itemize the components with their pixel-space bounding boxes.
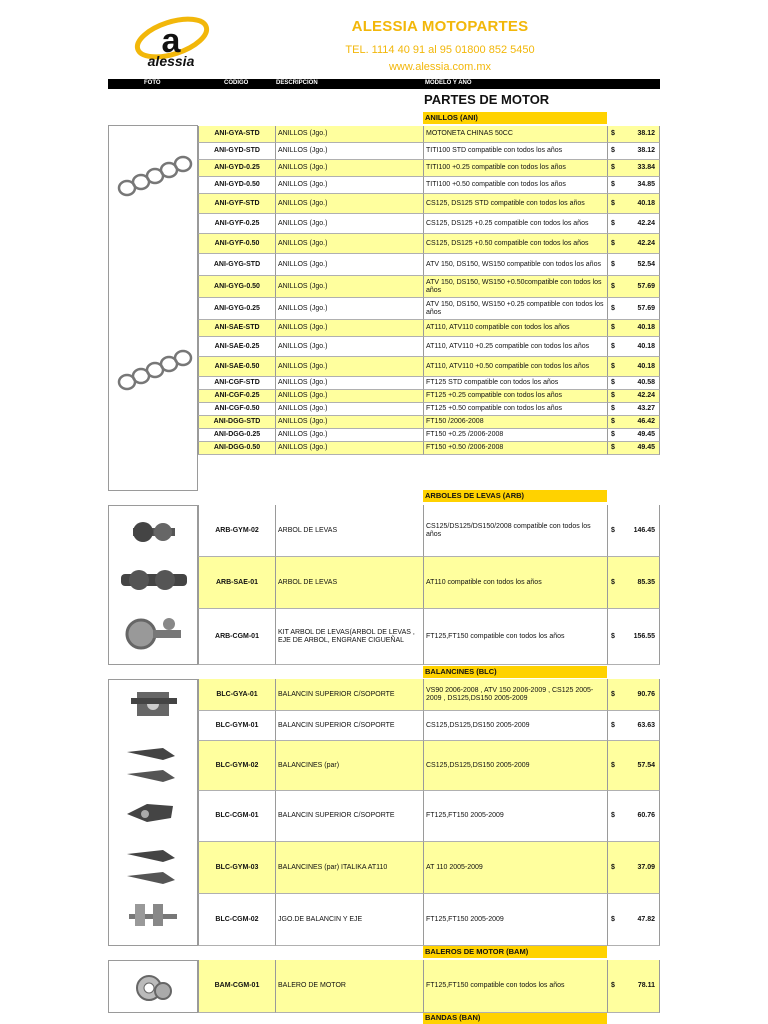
part-model: AT110 compatible con todos los años (423, 557, 607, 609)
part-model: FT125 STD compatible con todos los años (423, 377, 607, 390)
part-model: ATV 150, DS150, WS150 compatible con todos los años (423, 254, 607, 276)
table-row (198, 337, 660, 357)
table-row (198, 960, 660, 1013)
part-code: BLC-GYM-01 (198, 711, 275, 741)
table-row (198, 126, 660, 143)
part-price: 40.18 (615, 357, 660, 377)
section-arboles: ARBOLES DE LEVAS (ARB) (423, 490, 607, 502)
part-description: KIT ARBOL DE LEVAS(ARBOL DE LEVAS , EJE DE ARBOL, ENGRANE CIGUEÑAL (275, 609, 423, 665)
part-description: BALANCINES (par) (275, 741, 423, 791)
part-price: 57.54 (615, 741, 660, 791)
part-code: ANI-CGF-STD (198, 377, 275, 390)
part-price: 38.12 (615, 126, 660, 143)
part-model: CS125/DS125/DS150/2008 compatible con todos los años (423, 505, 607, 557)
part-price: 42.24 (615, 234, 660, 254)
part-price: 49.45 (615, 442, 660, 455)
logo-wordmark: alessia (147, 53, 195, 69)
part-description: ANILLOS (Jgo.) (275, 298, 423, 320)
part-description: ANILLOS (Jgo.) (275, 320, 423, 337)
col-descripcion: DESCRIPCION (276, 80, 318, 86)
part-price: 43.27 (615, 403, 660, 416)
part-model: TITI100 +0.50 compatible con todos los años (423, 177, 607, 194)
part-price: 40.58 (615, 377, 660, 390)
col-modelo: MODELO Y AÑO (425, 80, 472, 86)
currency-sign: $ (607, 791, 615, 842)
currency-sign: $ (607, 254, 615, 276)
part-description: ANILLOS (Jgo.) (275, 214, 423, 234)
currency-sign: $ (607, 711, 615, 741)
part-model: AT110, ATV110 compatible con todos los años (423, 320, 607, 337)
table-row (198, 390, 660, 403)
currency-sign: $ (607, 557, 615, 609)
part-model: FT150 +0.25 /2006-2008 (423, 429, 607, 442)
part-code: ARB-CGM-01 (198, 609, 275, 665)
part-model: CS125, DS125 +0.25 compatible con todos los años (423, 214, 607, 234)
table-row (198, 894, 660, 946)
table-row (198, 377, 660, 390)
part-description: ANILLOS (Jgo.) (275, 337, 423, 357)
table-row (198, 214, 660, 234)
part-price: 40.18 (615, 194, 660, 214)
part-description: ANILLOS (Jgo.) (275, 442, 423, 455)
part-description: ANILLOS (Jgo.) (275, 429, 423, 442)
currency-sign: $ (607, 741, 615, 791)
part-model: FT125,FT150 2005-2009 (423, 894, 607, 946)
currency-sign: $ (607, 234, 615, 254)
part-description: ANILLOS (Jgo.) (275, 234, 423, 254)
col-foto: FOTO (144, 80, 161, 86)
camshaft-kit-icon (121, 612, 185, 652)
part-model: CS125, DS125 +0.50 compatible con todos los años (423, 234, 607, 254)
part-model: TITI100 +0.25 compatible con todos los años (423, 160, 607, 177)
bearing-icon (135, 971, 173, 1005)
camshaft-icon (127, 512, 181, 552)
part-code: BLC-GYA-01 (198, 679, 275, 711)
part-code: BAM-CGM-01 (198, 960, 275, 1013)
part-price: 34.85 (615, 177, 660, 194)
part-description: BALANCIN SUPERIOR C/SOPORTE (275, 791, 423, 842)
part-model: FT125,FT150 compatible con todos los años (423, 609, 607, 665)
part-price: 33.84 (615, 160, 660, 177)
currency-sign: $ (607, 894, 615, 946)
currency-sign: $ (607, 177, 615, 194)
part-model: CS125, DS125 STD compatible con todos los años (423, 194, 607, 214)
part-code: ANI-DGG-0.50 (198, 442, 275, 455)
section-baleros: BALEROS DE MOTOR (BAM) (423, 946, 607, 958)
table-row (198, 741, 660, 791)
part-price: 40.18 (615, 337, 660, 357)
currency-sign: $ (607, 320, 615, 337)
part-code: ANI-GYF-STD (198, 194, 275, 214)
photo-baleros (108, 960, 198, 1013)
part-code: ARB-SAE-01 (198, 557, 275, 609)
part-price: 49.45 (615, 429, 660, 442)
part-description: BALANCINES (par) ITALIKA AT110 (275, 842, 423, 894)
section-bandas: BANDAS (BAN) (423, 1012, 607, 1024)
part-description: ARBOL DE LEVAS (275, 505, 423, 557)
company-website[interactable]: www.alessia.com.mx (388, 61, 492, 73)
part-model: FT150 +0.50 /2006-2008 (423, 442, 607, 455)
svg-text:a: a (161, 22, 181, 60)
currency-sign: $ (607, 416, 615, 429)
part-price: 57.69 (615, 276, 660, 298)
photo-arboles (108, 505, 198, 665)
piston-rings-icon (113, 348, 193, 394)
alessia-logo (130, 14, 212, 72)
currency-sign: $ (607, 298, 615, 320)
part-model: CS125,DS125,DS150 2005-2009 (423, 741, 607, 791)
table-row (198, 234, 660, 254)
currency-sign: $ (607, 126, 615, 143)
currency-sign: $ (607, 403, 615, 416)
piston-rings-icon (113, 154, 193, 200)
part-code: ANI-GYF-0.50 (198, 234, 275, 254)
currency-sign: $ (607, 194, 615, 214)
part-price: 42.24 (615, 390, 660, 403)
company-phone: TEL. 1114 40 91 al 95 01800 852 5450 (345, 44, 535, 56)
rocker-arm-pair-icon (123, 742, 179, 786)
part-code: ANI-GYG-0.50 (198, 276, 275, 298)
currency-sign: $ (607, 160, 615, 177)
part-description: ANILLOS (Jgo.) (275, 276, 423, 298)
part-model: FT125,FT150 compatible con todos los años (423, 960, 607, 1013)
part-code: BLC-GYM-02 (198, 741, 275, 791)
part-description: ANILLOS (Jgo.) (275, 416, 423, 429)
part-description: ANILLOS (Jgo.) (275, 143, 423, 160)
section-balancines: BALANCINES (BLC) (423, 666, 607, 678)
part-model: AT110, ATV110 +0.25 compatible con todos los años (423, 337, 607, 357)
table-row (198, 194, 660, 214)
camshaft-icon (119, 562, 189, 598)
table-row (198, 557, 660, 609)
table-row (198, 276, 660, 298)
part-price: 38.12 (615, 143, 660, 160)
part-description: ANILLOS (Jgo.) (275, 390, 423, 403)
part-code: ANI-SAE-STD (198, 320, 275, 337)
photo-anillos (108, 125, 198, 491)
table-row (198, 679, 660, 711)
table-row (198, 143, 660, 160)
part-model: FT125 +0.50 compatible con todos los años (423, 403, 607, 416)
part-code: ANI-GYG-0.25 (198, 298, 275, 320)
table-row (198, 791, 660, 842)
rocker-shaft-icon (125, 898, 181, 934)
part-description: ANILLOS (Jgo.) (275, 160, 423, 177)
table-row (198, 505, 660, 557)
table-row (198, 711, 660, 741)
table-row (198, 160, 660, 177)
part-code: ANI-GYG-STD (198, 254, 275, 276)
part-description: ANILLOS (Jgo.) (275, 177, 423, 194)
part-code: ANI-SAE-0.25 (198, 337, 275, 357)
part-price: 85.35 (615, 557, 660, 609)
part-code: ANI-GYD-0.25 (198, 160, 275, 177)
part-price: 47.82 (615, 894, 660, 946)
currency-sign: $ (607, 276, 615, 298)
part-code: BLC-CGM-01 (198, 791, 275, 842)
part-description: BALERO DE MOTOR (275, 960, 423, 1013)
part-model: ATV 150, DS150, WS150 +0.25 compatible con todos los años (423, 298, 607, 320)
part-price: 52.54 (615, 254, 660, 276)
currency-sign: $ (607, 429, 615, 442)
col-codigo: CODIGO (224, 80, 249, 86)
part-description: BALANCIN SUPERIOR C/SOPORTE (275, 679, 423, 711)
part-description: BALANCIN SUPERIOR C/SOPORTE (275, 711, 423, 741)
table-row (198, 403, 660, 416)
table-row (198, 357, 660, 377)
part-code: ANI-DGG-STD (198, 416, 275, 429)
part-price: 40.18 (615, 320, 660, 337)
part-code: BLC-CGM-02 (198, 894, 275, 946)
photo-balancines (108, 679, 198, 946)
part-description: JGO.DE BALANCIN Y EJE (275, 894, 423, 946)
table-row (198, 320, 660, 337)
table-row (198, 298, 660, 320)
part-code: ANI-GYF-0.25 (198, 214, 275, 234)
currency-sign: $ (607, 609, 615, 665)
part-description: ANILLOS (Jgo.) (275, 194, 423, 214)
part-model: VS90 2006-2008 , ATV 150 2006-2009 , CS125 2005-2009 , DS125,DS150 2005-2009 (423, 679, 607, 711)
part-code: ARB-GYM-02 (198, 505, 275, 557)
part-price: 42.24 (615, 214, 660, 234)
currency-sign: $ (607, 960, 615, 1013)
part-code: ANI-SAE-0.50 (198, 357, 275, 377)
rocker-arm-icon (123, 796, 179, 832)
part-model: FT125 +0.25 compatible con todos los años (423, 390, 607, 403)
table-row (198, 416, 660, 429)
currency-sign: $ (607, 442, 615, 455)
part-price: 90.76 (615, 679, 660, 711)
part-model: TITI100 STD compatible con todos los años (423, 143, 607, 160)
table-row (198, 254, 660, 276)
part-description: ANILLOS (Jgo.) (275, 126, 423, 143)
part-description: ANILLOS (Jgo.) (275, 254, 423, 276)
part-model: CS125,DS125,DS150 2005-2009 (423, 711, 607, 741)
currency-sign: $ (607, 505, 615, 557)
currency-sign: $ (607, 842, 615, 894)
part-price: 63.63 (615, 711, 660, 741)
table-row (198, 609, 660, 665)
part-code: ANI-GYD-STD (198, 143, 275, 160)
part-description: ANILLOS (Jgo.) (275, 357, 423, 377)
part-description: ARBOL DE LEVAS (275, 557, 423, 609)
currency-sign: $ (607, 377, 615, 390)
table-row (198, 429, 660, 442)
section-anillos: ANILLOS (ANI) (423, 112, 607, 124)
company-name: ALESSIA MOTOPARTES (351, 18, 529, 35)
part-model: AT 110 2005-2009 (423, 842, 607, 894)
table-row (198, 442, 660, 455)
rocker-arm-icon (129, 684, 179, 724)
rocker-arm-pair-icon (123, 844, 179, 888)
part-model: AT110, ATV110 +0.50 compatible con todos los años (423, 357, 607, 377)
table-row (198, 177, 660, 194)
part-price: 60.76 (615, 791, 660, 842)
currency-sign: $ (607, 337, 615, 357)
table-row (198, 842, 660, 894)
part-code: BLC-GYM-03 (198, 842, 275, 894)
part-price: 156.55 (615, 609, 660, 665)
part-price: 78.11 (615, 960, 660, 1013)
part-price: 146.45 (615, 505, 660, 557)
column-header-bar (108, 79, 660, 89)
part-model: ATV 150, DS150, WS150 +0.50compatible con todos los años (423, 276, 607, 298)
currency-sign: $ (607, 143, 615, 160)
page-title: PARTES DE MOTOR (424, 92, 550, 107)
part-code: ANI-GYA-STD (198, 126, 275, 143)
currency-sign: $ (607, 390, 615, 403)
part-price: 57.69 (615, 298, 660, 320)
currency-sign: $ (607, 357, 615, 377)
part-description: ANILLOS (Jgo.) (275, 403, 423, 416)
part-code: ANI-DGG-0.25 (198, 429, 275, 442)
part-code: ANI-CGF-0.50 (198, 403, 275, 416)
part-model: FT125,FT150 2005-2009 (423, 791, 607, 842)
part-code: ANI-GYD-0.50 (198, 177, 275, 194)
part-model: FT150 /2006-2008 (423, 416, 607, 429)
currency-sign: $ (607, 679, 615, 711)
part-price: 37.09 (615, 842, 660, 894)
part-description: ANILLOS (Jgo.) (275, 377, 423, 390)
part-model: MOTONETA CHINAS 50CC (423, 126, 607, 143)
part-code: ANI-CGF-0.25 (198, 390, 275, 403)
currency-sign: $ (607, 214, 615, 234)
part-price: 46.42 (615, 416, 660, 429)
